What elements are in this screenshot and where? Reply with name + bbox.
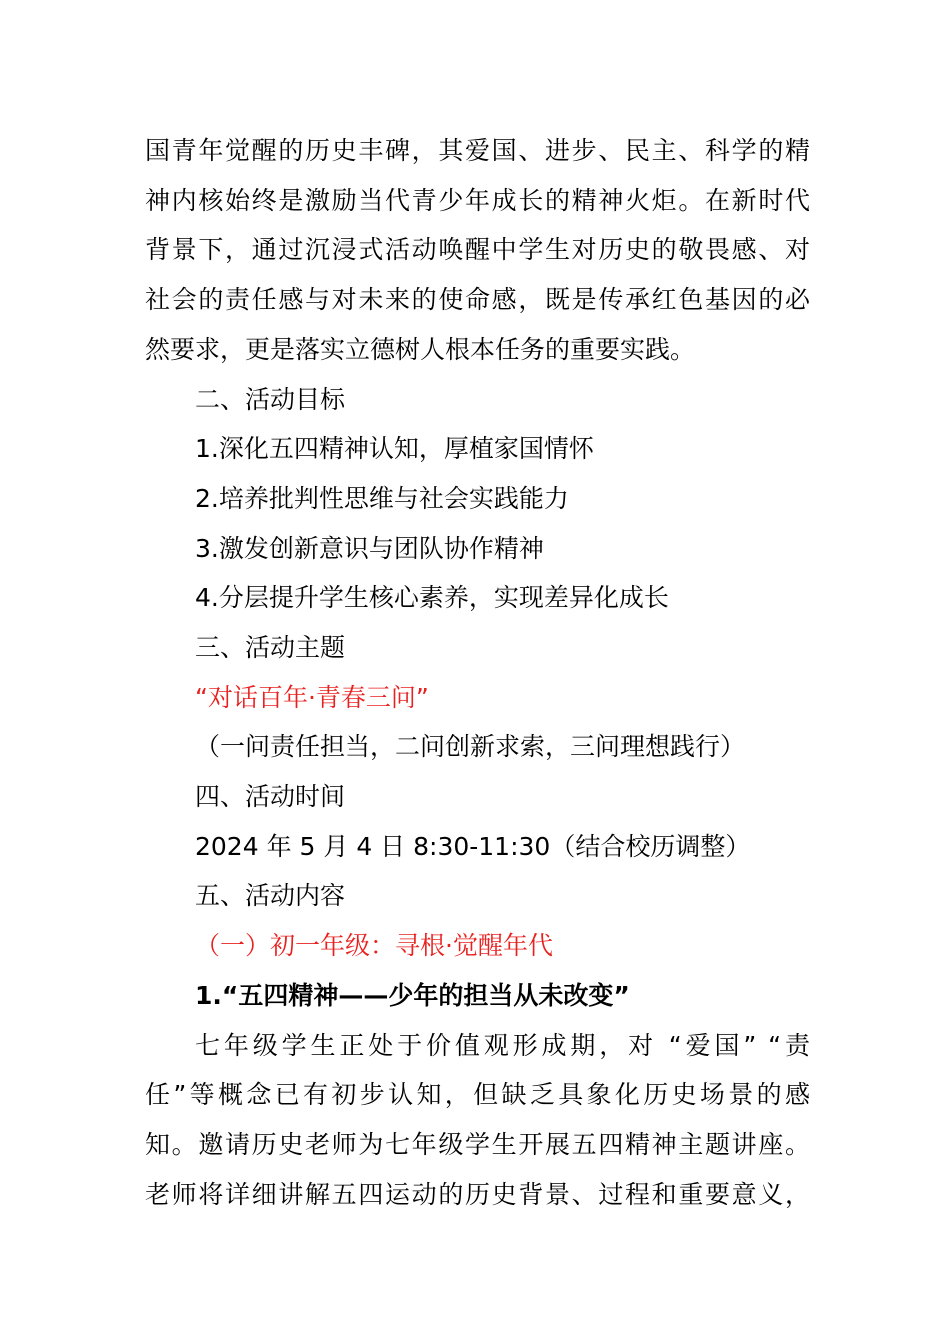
item-heading: 1.“五四精神——少年的担当从未改变” (195, 981, 630, 1010)
time-value: 2024 年 5 月 4 日 8:30-11:30（结合校历调整） (195, 832, 751, 861)
goal-item: 1.深化五四精神认知，厚植家国情怀 (195, 434, 594, 463)
content-paragraph-line: 七年级学生正处于价值观形成期，对 “爱国” “责 (195, 1031, 810, 1060)
theme-title: “对话百年·青春三问” (195, 683, 429, 712)
goal-item: 3.激发创新意识与团队协作精神 (195, 534, 544, 563)
goals-heading: 二、活动目标 (195, 385, 346, 414)
grade-heading: （一）初一年级：寻根·觉醒年代 (195, 931, 553, 960)
intro-line: 背景下，通过沉浸式活动唤醒中学生对历史的敬畏感、对 (145, 235, 810, 264)
content-paragraph-line: 知。邀请历史老师为七年级学生开展五四精神主题讲座。 (145, 1130, 810, 1159)
intro-line: 然要求，更是落实立德树人根本任务的重要实践。 (145, 335, 696, 364)
intro-line: 社会的责任感与对未来的使命感，既是传承红色基因的必 (145, 285, 810, 314)
intro-line: 神内核始终是激励当代青少年成长的精神火炬。在新时代 (145, 186, 810, 215)
theme-subtitle: （一问责任担当，二问创新求索，三问理想践行） (195, 732, 746, 761)
content-paragraph-line: 任”等概念已有初步认知，但缺乏具象化历史场景的感 (145, 1080, 810, 1109)
goal-item: 4.分层提升学生核心素养，实现差异化成长 (195, 583, 669, 612)
goal-item: 2.培养批判性思维与社会实践能力 (195, 484, 569, 513)
theme-heading: 三、活动主题 (195, 633, 346, 662)
time-heading: 四、活动时间 (195, 782, 346, 811)
content-heading: 五、活动内容 (195, 881, 346, 910)
content-paragraph-line: 老师将详细讲解五四运动的历史背景、过程和重要意义， (145, 1180, 810, 1209)
intro-line: 国青年觉醒的历史丰碑，其爱国、进步、民主、科学的精 (145, 136, 810, 165)
